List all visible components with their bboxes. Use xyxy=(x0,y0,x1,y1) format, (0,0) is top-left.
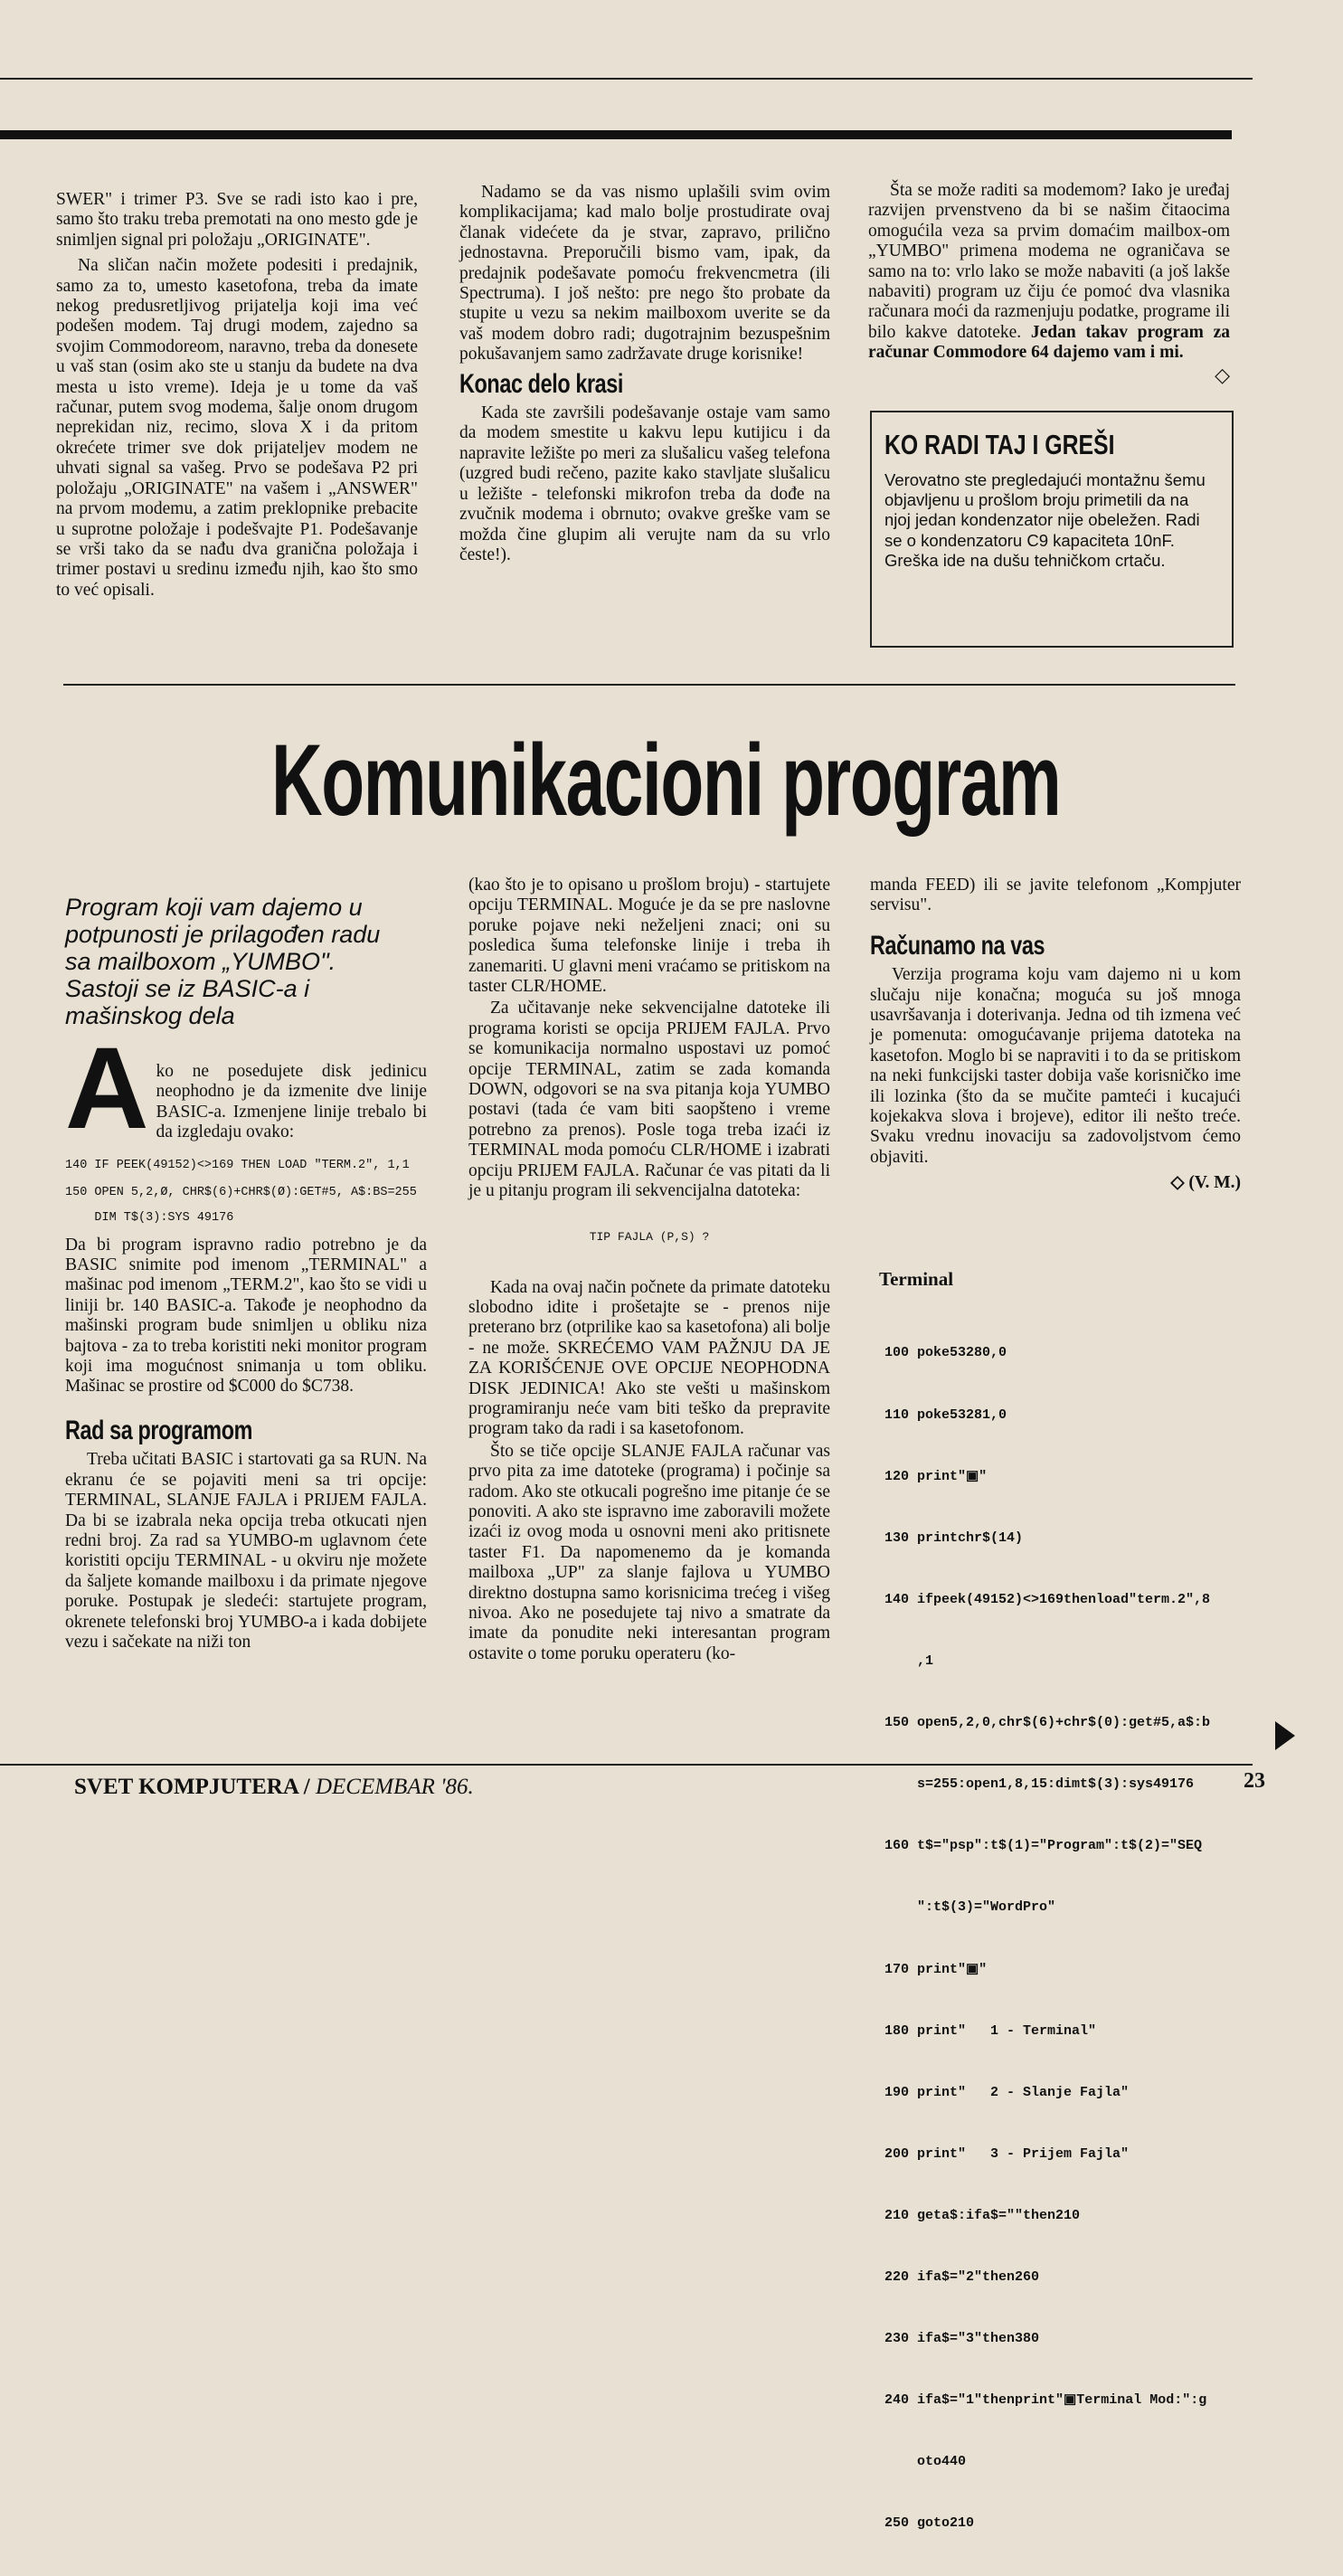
listing-line: 220 ifa$="2"then260 xyxy=(884,2269,1040,2286)
listing-line: ,1 xyxy=(884,1653,934,1669)
top-col3-para xyxy=(868,181,1230,364)
magazine-name: SVET KOMPJUTERA / xyxy=(74,1775,310,1799)
listing-line: 240 ifa$="1"thenprint"▣Terminal Mod:":g xyxy=(884,2392,1207,2409)
listing-line: 200 print" 3 - Prijem Fajla" xyxy=(884,2145,1130,2162)
top-column-1 xyxy=(56,190,418,602)
top-col2-para-2: Kada ste završili podešavanje ostaje vam samo da modem smestite u kakvu lepu kutijicu i da napravite ležište po meri za slušalicu vašeg telefona (uzgred budi rečeno, pazite kako stavljate slušalicu u ležište - telefonski mikrofon treba da dođe na zvučnik modema i obrnuto; ovakve greške vam se možda čine glupim ali verujte nam da su vrlo česte!). xyxy=(459,403,830,564)
listing-line: 160 t$="psp":t$(1)="Program":t$(2)="SEQ xyxy=(884,1838,1203,1854)
listing-line: 130 printchr$(14) xyxy=(884,1530,1024,1546)
listing-title: Terminal xyxy=(879,1268,954,1290)
listing-line: oto440 xyxy=(884,2454,967,2470)
intro-paragraph: ko ne posedujete disk jedinicu neophodno je da izmenite dve linije BASIC-a. Izmenjene linije trebalo bi da izgledaju ovako: xyxy=(156,1062,427,1142)
continue-arrow-icon xyxy=(1275,1721,1295,1750)
col2-para-2: Za učitavanje neke sekvencijalne datoteke ili programa koristi se opcija PRIJEM FAJLA. Prvo se komunikacija normalno uspostavi uz pomoć opcije TERMINAL, zatim se zada komanda DOWN, odgovori se na sva pitanja koja YUMBO postavi (tada će vam biti saopšteno i vreme potrebno za prenos). Posle toga treba izaći iz TERMINAL moda pomoću CLR/HOME i izabrati opciju PRIJEM FAJLA. Računar će vas pitati da li je u pitanju program ili sekvencijalna datoteka: xyxy=(468,999,830,1201)
listing-line: 190 print" 2 - Slanje Fajla" xyxy=(884,2084,1130,2100)
article-column-1 xyxy=(65,1040,427,1654)
program-listing xyxy=(884,1302,1282,2576)
correction-box-title: KO RADI TAJ I GREŠI xyxy=(884,429,1115,460)
col2-para-3: Kada na ovaj način počnete da primate datoteku slobodno idite i prošetajte se - prenos nije preterano brz (otprilike kao sa kasetofona) ali bolje - ne može. SKREĆEMO VAM PAŽNJU DA JE ZA KORIŠĆENJE OVE OPCIJE NEOPHODNA DISK JEDINICA! Ako ste vešti u mašinskom programiranju neće vam biti teško da prepravite program tako da radi i sa kasetofonom. xyxy=(468,1277,830,1439)
listing-line: 150 open5,2,0,chr$(6)+chr$(0):get#5,a$:b xyxy=(884,1715,1211,1731)
correction-box-text: Verovatno ste pregledajući montažnu šemu objavljenu u prošlom broju primetili da na njoj jedan kondenzator nije obeležen. Radi se o kondenzatoru C9 kapaciteta 10nF. Greška ide na dušu tehničkom crtaču. xyxy=(884,470,1206,570)
article-lead: Program koji vam dajemo u potpunosti je prilagođen radu sa mailboxom „YUMBO". Sastoji se iz BASIC-a i mašinskog dela xyxy=(65,894,381,1029)
listing-line: 210 geta$:ifa$=""then210 xyxy=(884,2207,1081,2223)
col3-para-2: Verzija programa koju vam dajemo ni u kom slučaju nije konačna; moguća su još mnoga usavršavanja i doterivanja. Jedna od tih izmena već je pomenuta: omogućavanje prijema datoteka na kasetofon. Moglo bi se napraviti i to da se pritiskom na neki funkcijski taster dobija vaše korisničko ime ili lozinka (što da se mučite pamteći i kucajući kojekakva slova i brojeve), editor ili nešto treće. Svaku vrednu inovaciju sa zadovoljstvom ćemo objaviti. xyxy=(870,965,1241,1167)
listing-line: 250 goto210 xyxy=(884,2515,975,2532)
drop-cap: A xyxy=(65,1040,149,1145)
top-col1-para-1: SWER" i trimer P3. Sve se radi isto kao i pre, samo što traku treba premotati na ono mesto gde je snimljen signal pri položaju „ORIGINATE". xyxy=(56,190,418,250)
file-type-prompt: TIP FAJLA (P,S) ? xyxy=(589,1229,710,1244)
section-heading-racunamo: Računamo na vas xyxy=(870,930,1045,961)
basic-line-150: 150 OPEN 5,2,Ø, CHR$(6)+CHR$(Ø):GET#5, A$:BS=255 xyxy=(65,1185,417,1199)
article-column-3 xyxy=(870,876,1241,1194)
listing-line: ":t$(3)="WordPro" xyxy=(884,1899,1056,1916)
top-column-2 xyxy=(459,183,830,567)
col3-para-1: manda FEED) ili se javite telefonom „Kompjuter servisu". xyxy=(870,876,1241,915)
top-thin-rule xyxy=(0,78,1253,80)
listing-line: 110 poke53281,0 xyxy=(884,1406,1007,1423)
listing-line: 230 ifa$="3"then380 xyxy=(884,2331,1040,2347)
author-signature: ◇ (V. M.) xyxy=(1170,1173,1241,1193)
top-col1-para-2: Na sličan način možete podesiti i predajnik, samo za to, umesto kasetofona, treba da imate nekog predusretljivog prijatelja koji ima već podešen modem. Taj drugi modem, zajedno sa svojim Commodoreom, naravno, treba da donesete u vaš stan (osim ako ste u stanju da budete na dva mesta u isto vreme). Ideja je u tome da vaš računar, putem svog modema, šalje onom drugom neprekidan niz, recimo, slova X i da pritom okrećete trimer sve dok prijateljev modem ne uhvati signal sa vašeg. Prvo se podešava P2 pri položaju „ORIGINATE" na vašem i „ANSWER" na prvom modemu, a zatim preklopnike prebacite u suprotne položaje i podešvajte P1. Podešavanje se vrši tako da se nađu dva granična položaja i trimer postavi u sredinu između njih, kao što smo to već opisali. xyxy=(56,256,418,600)
top-col2-para-1: Nadamo se da vas nismo uplašili svim ovim komplikacijama; kad malo bolje prostudirate ovaj članak videćete da je stvar, zapravo, prilično jednostavna. Preporučili bismo vam, ipak, da predajnik podešavate pomoću frekvencmetra (ili Spectruma). I još nešto: pre nego što probate da stupite u vezu sa nekim mailboxom uverite se da vaš modem dobro radi; dugotrajnim bezuspešnim pokušavanjem samo zadržavate druge korisnike! xyxy=(459,183,830,365)
listing-line: 180 print" 1 - Terminal" xyxy=(884,2022,1097,2039)
listing-line: 120 print"▣" xyxy=(884,1468,988,1484)
top-thick-rule xyxy=(0,130,1232,139)
basic-line-150-cont: DIM T$(3):SYS 49176 xyxy=(65,1210,234,1225)
footer-magazine xyxy=(74,1775,474,1800)
listing-line: 100 poke53280,0 xyxy=(884,1345,1007,1361)
basic-line-140: 140 IF PEEK(49152)<>169 THEN LOAD "TERM.2", 1,1 xyxy=(65,1158,410,1172)
issue-date: DECEMBAR '86. xyxy=(315,1775,474,1799)
listing-line: s=255:open1,8,15:dimt$(3):sys49176 xyxy=(884,1776,1195,1793)
col1-para-2: Da bi program ispravno radio potrebno je da BASIC snimite pod imenom „TERMINAL" a mašinac pod imenom „TERM.2", kao što se vidi u liniji br. 140 BASIC-a. Takođe je neophodno da mašinski program bude snimljen u obliku niza bajtova - za to treba koristiti neki monitor program koji ima mogućnost snimanja u tom obliku. Mašinac se prostire od $C000 do $C738. xyxy=(65,1235,427,1397)
col1-para-3: Treba učitati BASIC i startovati ga sa RUN. Na ekranu će se pojaviti meni sa tri opcije: TERMINAL, SLANJE FAJLA i PRIJEM FAJLA. Da bi se izabrala neka opcija treba otkucati njen redni broj. Za rad sa YUMBO-m uglavnom ćete koristiti opciju TERMINAL - u okviru nje možete da šaljete komande mailboxu i da primate njegove poruke. Postupak je sledeći: startujete program, okrenete telefonski broj YUMBO-a i kada dobijete vezu i sačekate na niži ton xyxy=(65,1450,427,1652)
col2-para-4: Što se tiče opcije SLANJE FAJLA računar vas prvo pita za ime datoteke (programa) i počinje sa radom. Ako ste otkucali pogrešno ime pitanje će se ponoviti. A ako ste ispravno ime zaboravili možete izaći iz ovog moda u osnovni meni ako pritisnete taster F1. Da napomenemo da je komanda mailboxa „UP" za slanje fajlova u YUMBO direktno dostupna samo korisnicima trećeg i višeg nivoa. Ako ne posedujete taj nivo a smatrate da imate da ponudite neki interesantan program ostavite o tome poruku operateru (ko- xyxy=(468,1441,830,1663)
listing-line: 140 ifpeek(49152)<>169thenload"term.2",8 xyxy=(884,1591,1211,1607)
listing-line: 170 print"▣" xyxy=(884,1961,988,1977)
intro-block xyxy=(65,1040,427,1145)
end-mark-icon: ◇ xyxy=(1215,363,1230,386)
article-column-2 xyxy=(468,876,830,1666)
middle-rule xyxy=(63,684,1235,686)
section-heading-konac: Konac delo krasi xyxy=(459,368,624,399)
section-heading-rad: Rad sa programom xyxy=(65,1415,253,1445)
col2-para-1: (kao što je to opisano u prošlom broju) - startujete opciju TERMINAL. Moguće je da se pre naslovne poruke pojave neki neželjeni znaci; oni su posledica šuma telefonske linije i treba ih zanemariti. U glavni meni vraćamo se pritiskom na taster CLR/HOME. xyxy=(468,876,830,997)
footer-rule xyxy=(0,1764,1253,1766)
top-col3-text: Šta se može raditi sa modemom? Iako je uređaj razvijen prvenstveno da bi se našim čitaocima omogućila veza sa prvim domaćim mailbox-om „YUMBO" primena modema ne ograničava se samo na to: vrlo lako se može nabaviti (a još lakše nabaviti) program uz čiju će pomoć dva vlasnika računara moći da razmenjuju podatke, programe ili bilo kakve datoteke. xyxy=(868,181,1230,342)
top-column-3 xyxy=(868,181,1230,385)
page-number: 23 xyxy=(1244,1769,1265,1793)
top-col3-bold: Jedan takav program za računar Commodore 64 dajemo vam i mi. xyxy=(868,322,1230,363)
article-headline: Komunikacioni program xyxy=(271,724,1061,837)
correction-box xyxy=(870,411,1234,648)
